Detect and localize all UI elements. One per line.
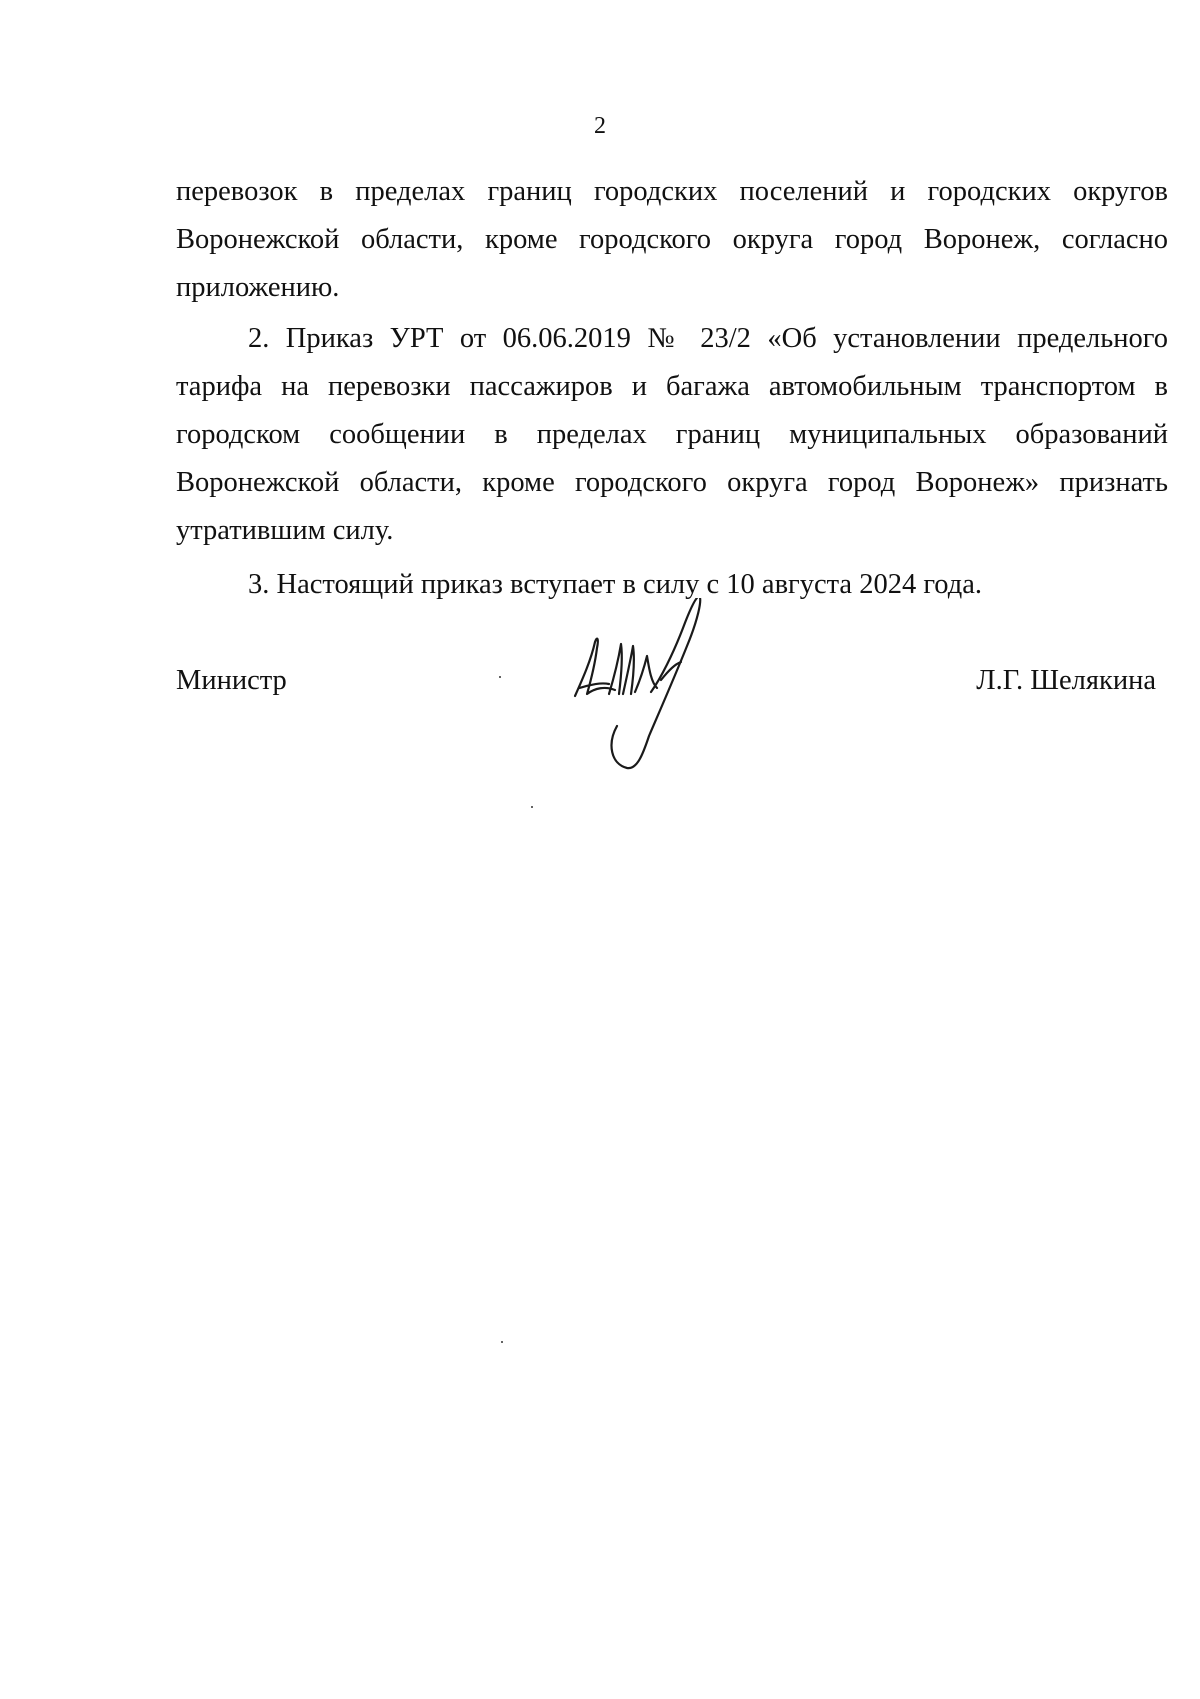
document-body xyxy=(176,168,1168,609)
signer-title: Министр xyxy=(176,665,287,696)
page-number: 2 xyxy=(594,113,606,139)
paragraph-continuation: перевозок в пределах границ городских поселений и городских округов Воронежской области, кроме городского округа город Воронеж, согласно приложению. xyxy=(176,176,1168,303)
scan-speck xyxy=(501,1341,503,1343)
signer-name: Л.Г. Шелякина xyxy=(976,665,1156,696)
paragraph-item-2: 2. Приказ УРТ от 06.06.2019 № 23/2 «Об установлении предельного тарифа на перевозки пассажиров и багажа автомобильным транспортом в городском сообщении в пределах границ муниципальных образований Воронежской области, кроме городского округа город Воронеж» признать утратившим силу. xyxy=(176,323,1168,546)
handwritten-signature xyxy=(565,598,725,778)
paragraph-item-3: 3. Настоящий приказ вступает в силу с 10 августа 2024 года. xyxy=(248,569,983,600)
scan-speck xyxy=(531,806,533,808)
scan-speck xyxy=(499,676,501,678)
